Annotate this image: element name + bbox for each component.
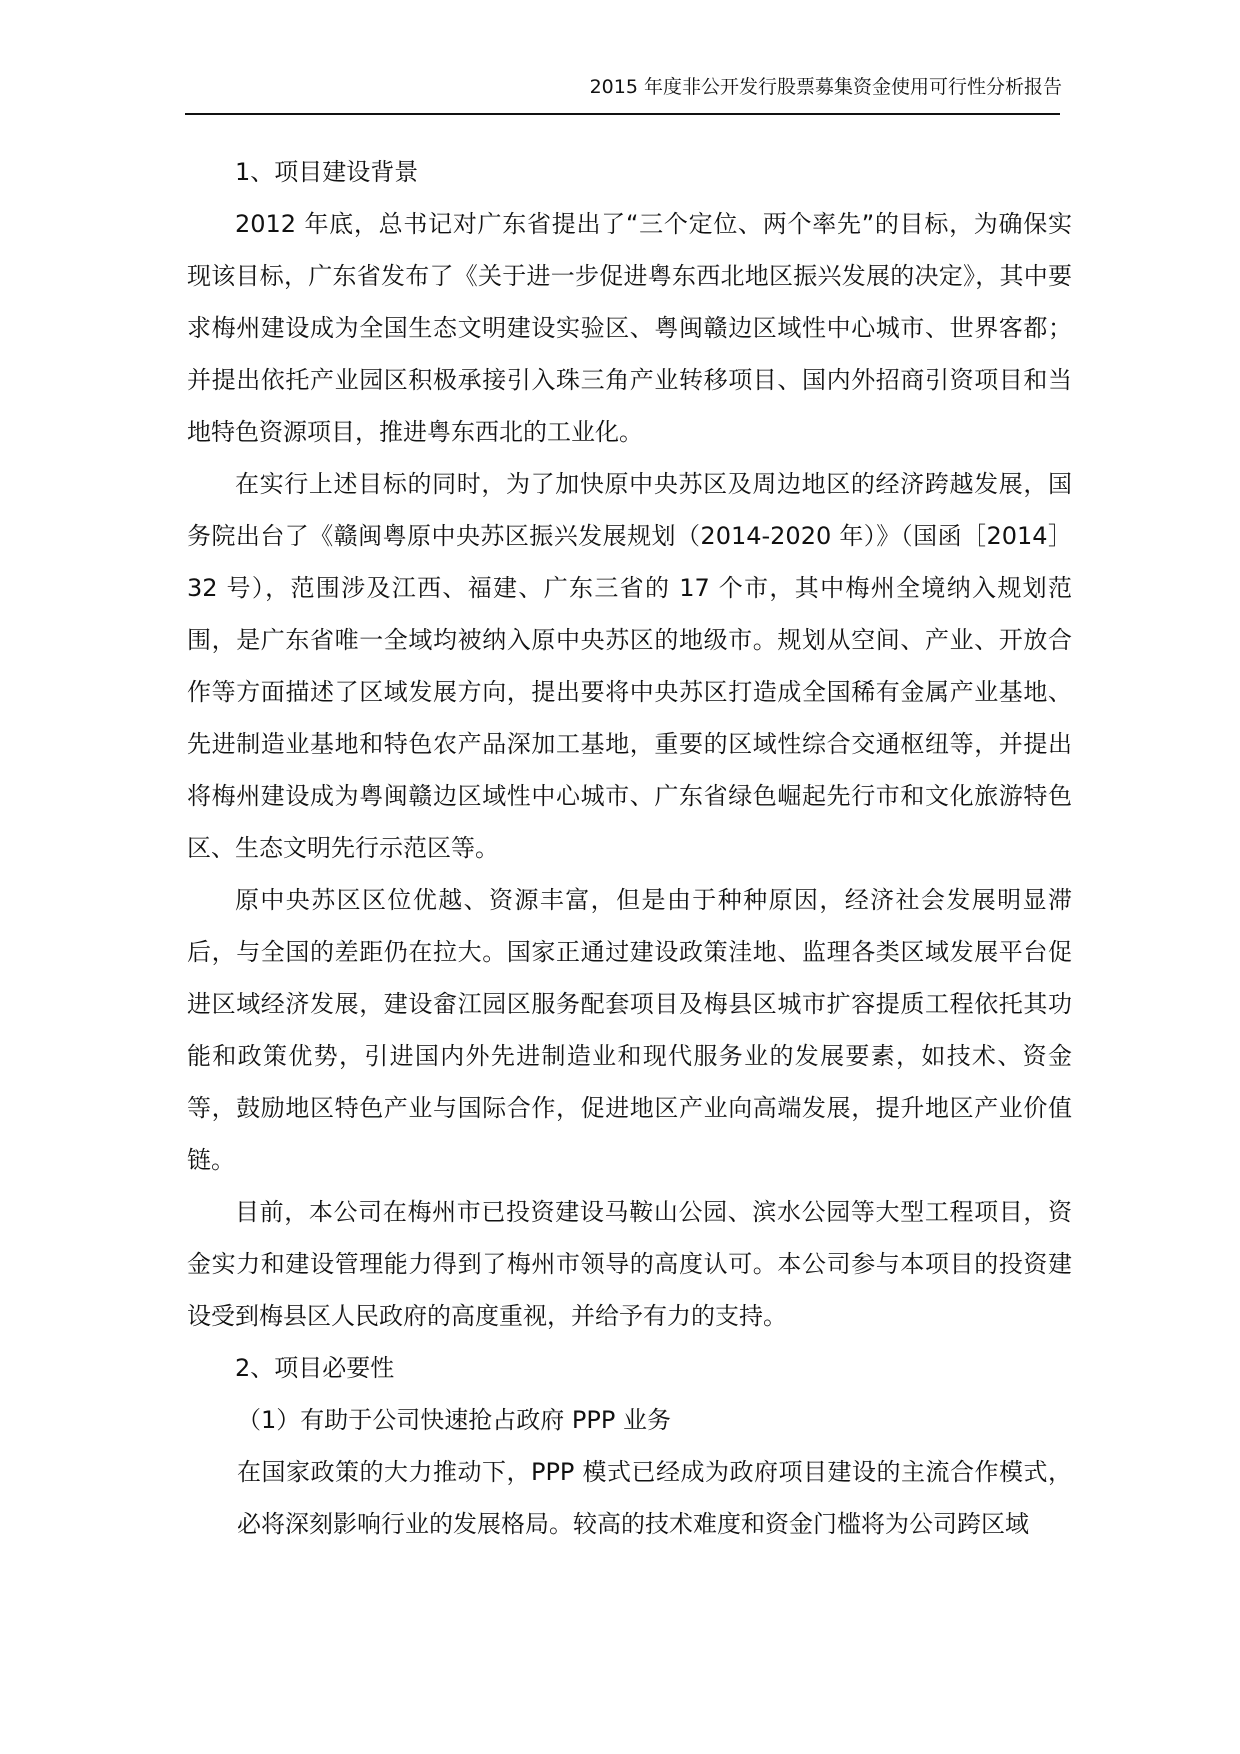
sub-heading: （1）有助于公司快速抢占政府 PPP 业务 — [237, 1406, 671, 1434]
section-heading: 1、项目建设背景 — [235, 158, 419, 186]
paragraph: 在实行上述目标的同时，为了加快原中央苏区及周边地区的经济跨越发展，国务院出台了《赣闽粤原中央苏区振兴发展规划（2014-2020 年）》（国函［2014］ 32 号），范围涉及江西、福建、广东三省的 17 个市，其中梅州全境纳入规划范围，是广东省唯一全域均被纳入原中央苏区的地级市。规划从空间、产业、开放合作等方面描述了区域发展方向，提出要将中央苏区打造成全国稀有金属产业基地、先进制造业基地和特色农产品深加工基地，重要的区域性综合交通枢纽等，并提出将梅州建设成为粤闽赣边区域性中心城市、广东省绿色崛起先行市和文化旅游特色区、生态文明先行示范区等。 — [187, 470, 1072, 862]
paragraph: 在国家政策的大力推动下，PPP 模式已经成为政府项目建设的主流合作模式，必将深刻影响行业的发展格局。较高的技术难度和资金门槛将为公司跨区域 — [237, 1458, 1072, 1538]
document-body — [187, 146, 1072, 1550]
paragraph: 2012 年底，总书记对广东省提出了“三个定位、两个率先”的目标，为确保实现该目标，广东省发布了《关于进一步促进粤东西北地区振兴发展的决定》，其中要求梅州建设成为全国生态文明建设实验区、粤闽赣边区域性中心城市、世界客都；并提出依托产业园区积极承接引入珠三角产业转移项目、国内外招商引资项目和当地特色资源项目，推进粤东西北的工业化。 — [187, 210, 1072, 446]
header-title: 2015 年度非公开发行股票募集资金使用可行性分析报告 — [589, 76, 1062, 98]
header-divider — [185, 113, 1060, 115]
section-heading: 2、项目必要性 — [235, 1354, 395, 1382]
paragraph: 原中央苏区区位优越、资源丰富，但是由于种种原因，经济社会发展明显滞后，与全国的差距仍在拉大。国家正通过建设政策洼地、监理各类区域发展平台促进区域经济发展，建设畲江园区服务配套项目及梅县区城市扩容提质工程依托其功能和政策优势，引进国内外先进制造业和现代服务业的发展要素，如技术、资金等，鼓励地区特色产业与国际合作，促进地区产业向高端发展，提升地区产业价值链。 — [187, 886, 1072, 1174]
paragraph: 目前，本公司在梅州市已投资建设马鞍山公园、滨水公园等大型工程项目，资金实力和建设管理能力得到了梅州市领导的高度认可。本公司参与本项目的投资建设受到梅县区人民政府的高度重视，并给予有力的支持。 — [187, 1198, 1072, 1330]
